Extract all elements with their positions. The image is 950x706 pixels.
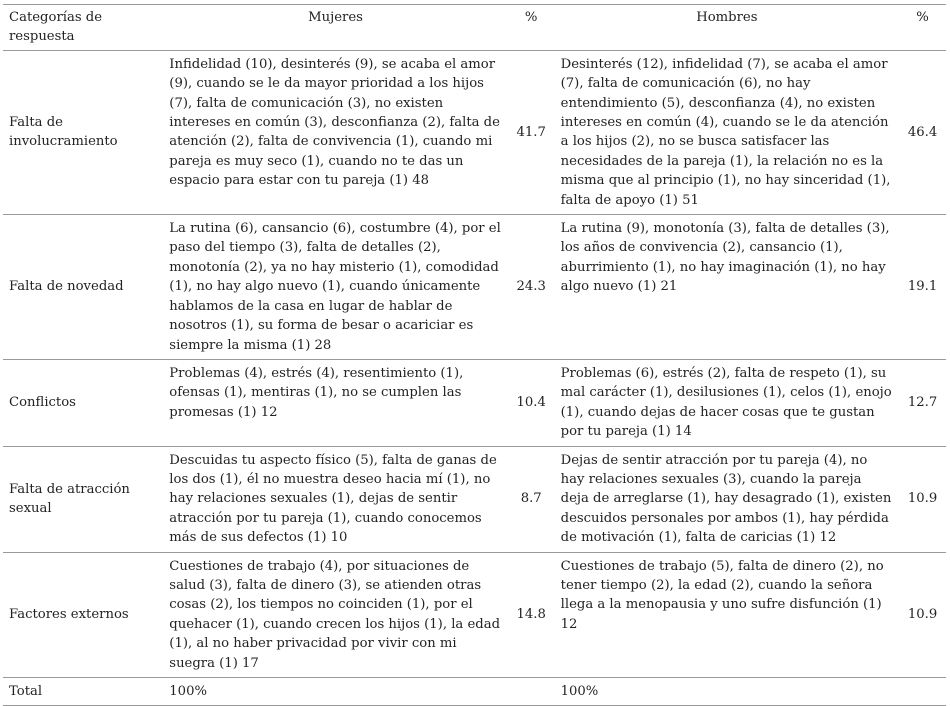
table-total-row	[3, 678, 946, 706]
row-pct-hombres: 46.4	[907, 124, 938, 140]
total-mujeres: 100%	[169, 684, 207, 699]
total-label-text: Total	[9, 684, 43, 699]
row-pct-mujeres: 8.7	[520, 491, 542, 507]
row-category	[3, 553, 163, 677]
row-hombres-text: Desinterés (12), infidelidad (7), se acaba el amor (7), falta de comunicación (6), no hay entendimiento (5), desconfianza (4), no existen intereses en común (4), cuando se le da atención a los hijos (2), no se busca satisfacer las necesidades de la pareja (1), la relación no es la misma que al principio (1), no hay sinceridad (1), falta de apoyo (1) 51	[560, 56, 891, 208]
row-pct-hombres: 19.1	[907, 279, 938, 295]
row-pct-mujeres: 14.8	[516, 607, 546, 623]
total-label	[3, 678, 163, 705]
row-category-label: Falta de atracción sexual	[9, 481, 130, 517]
total-hombres: 100%	[560, 684, 599, 699]
row-hombres-text: Cuestiones de trabajo (5), falta de dinero (2), no tener tiempo (2), la edad (2), cuando la señora llega a la menopausia y uno sufre disfunción (1) 12	[560, 558, 884, 632]
row-mujeres-text: Infidelidad (10), desinterés (9), se acaba el amor (9), cuando se le da mayor prioridad a los hijos (7), falta de comunicación (3), no existen intereses en común (3), desconfianza (2), falta de atención (2), falta de convivencia (1), cuando mi pareja es muy seco (1), cuando no te das un espacio para estar con tu pareja (1) 48	[169, 56, 500, 189]
total-pct-mujeres-empty	[508, 678, 555, 705]
row-category-label: Falta de novedad	[9, 279, 124, 295]
row-category-label: Falta de involucramiento	[9, 115, 118, 150]
table-row	[3, 215, 946, 360]
row-category	[3, 447, 163, 552]
row-pct-hombres: 12.7	[907, 395, 938, 411]
table-row	[3, 360, 946, 447]
header-pct-hombres: %	[916, 10, 929, 25]
row-category	[3, 51, 163, 214]
row-hombres-text: La rutina (9), monotonía (3), falta de detalles (3), los años de convivencia (2), cansancio (1), aburrimiento (1), no hay imaginación (1), no hay algo nuevo (1) 21	[560, 221, 890, 295]
row-mujeres-text: La rutina (6), cansancio (6), costumbre (4), por el paso del tiempo (3), falta de detalles (2), monotonía (2), ya no hay misterio (1), comodidad (1), no hay algo nuevo (1), cuando únicamente hablamos de la casa en lugar de hablar de nosotros (1), su forma de besar o acariciar es siempre la misma (1) 28	[169, 221, 501, 353]
row-mujeres-text: Descuidas tu aspecto físico (5), falta de ganas de los dos (1), él no muestra deseo hacia mí (1), no hay relaciones sexuales (1), dejas de sentir atracción por tu pareja (1), cuando conocemos más de sus defectos (1) 10	[169, 452, 497, 546]
row-hombres-text: Dejas de sentir atracción por tu pareja (4), no hay relaciones sexuales (3), cuando la pareja deja de arreglarse (1), hay desagrado (1), existen descuidos personales por ambos (1), hay pérdida de motivación (1), falta de caricias (1) 12	[560, 452, 892, 546]
table-row	[3, 553, 946, 678]
row-pct-mujeres: 24.3	[516, 279, 546, 295]
row-category	[3, 360, 163, 446]
row-mujeres-text: Problemas (4), estrés (4), resentimiento (1), ofensas (1), mentiras (1), no se cumplen las promesas (1) 12	[169, 365, 464, 420]
header-mujeres: Mujeres	[308, 10, 363, 25]
row-mujeres-text: Cuestiones de trabajo (4), por situaciones de salud (3), falta de dinero (3), se atienden otras cosas (2), los tiempos no coinciden (1), por el quehacer (1), cuando crecen los hijos (1), la edad (1), al no haber privacidad por vivir con mi suegra (1) 17	[169, 558, 501, 671]
row-category-label: Conflictos	[9, 395, 76, 411]
total-pct-hombres-empty	[899, 678, 946, 705]
row-category	[3, 215, 163, 359]
row-pct-hombres: 10.9	[907, 491, 938, 507]
row-pct-hombres: 10.9	[907, 607, 938, 623]
row-pct-mujeres: 41.7	[516, 124, 546, 140]
row-pct-mujeres: 10.4	[516, 395, 546, 411]
responses-table	[3, 4, 946, 706]
table-row	[3, 51, 946, 215]
table-header-row	[3, 4, 946, 51]
row-category-label: Factores externos	[9, 607, 129, 623]
header-categoria: Categorías de respuesta	[9, 10, 103, 45]
row-hombres-text: Problemas (6), estrés (2), falta de respeto (1), su mal carácter (1), desilusiones (1), celos (1), enojo (1), cuando dejas de hacer cosas que te gustan por tu pareja (1) 14	[560, 365, 892, 440]
header-hombres: Hombres	[696, 10, 758, 25]
table-row	[3, 447, 946, 553]
header-pct-mujeres: %	[524, 10, 538, 25]
